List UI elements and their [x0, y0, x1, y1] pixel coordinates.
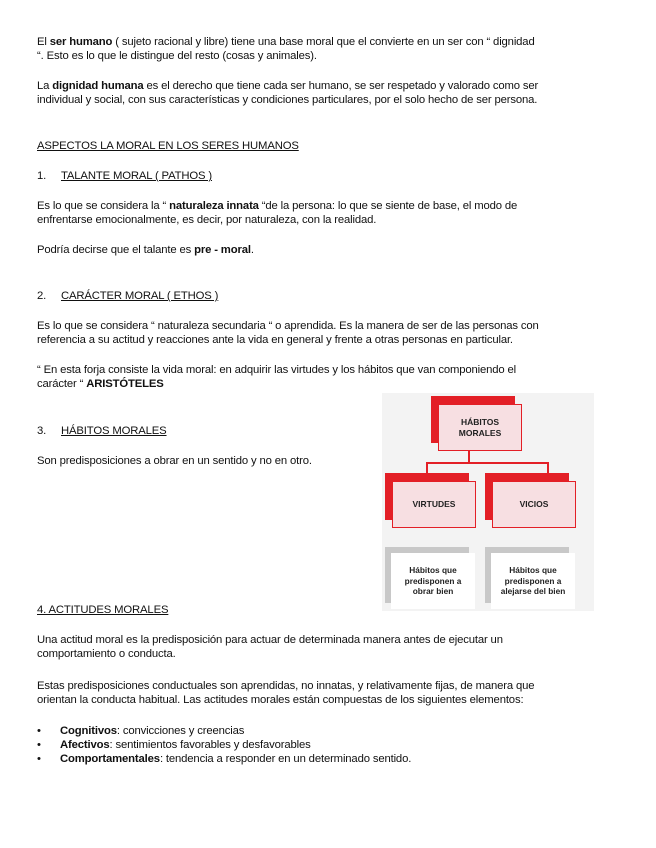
habitos-text: Son predisposiciones a obrar en un sentido y no en otro. — [37, 455, 312, 467]
habits-diagram — [382, 393, 594, 611]
dignity-line-1: La dignidad humana es el derecho que tiene cada ser humano, se ser respetado y valorado como ser — [37, 80, 539, 92]
heading-talante: 1. TALANTE MORAL ( PATHOS ) — [37, 170, 213, 182]
talante-line-1: Es lo que se considera la “ naturaleza innata “de la persona: lo que se siente de base, el modo de — [37, 200, 518, 212]
virtudes-box: VIRTUDES — [392, 481, 476, 528]
caracter-line-1: Es lo que se considera “ naturaleza secundaria “ o aprendida. Es la manera de ser de las personas con — [37, 320, 539, 332]
bullet-mark: • — [37, 725, 41, 737]
dignity-line-2: individual y social, con sus características y condiciones particulares, por el solo hecho de ser persona. — [37, 94, 538, 106]
heading-actitudes: 4. ACTITUDES MORALES — [37, 604, 169, 616]
intro-line-2: “. Esto es lo que le distingue del resto (cosas y animales). — [37, 50, 317, 62]
section-heading: ASPECTOS LA MORAL EN LOS SERES HUMANOS — [37, 140, 299, 152]
left-desc-box: Hábitos que predisponen a obrar bien — [391, 553, 475, 609]
top-box: HÁBITOS MORALES — [438, 404, 522, 451]
caracter-line-2: referencia a su actitud y reacciones ante la vida en general y frente a otras personas en particular. — [37, 334, 513, 346]
actitudes-line-2: comportamiento o conducta. — [37, 648, 176, 660]
heading-caracter: 2. CARÁCTER MORAL ( ETHOS ) — [37, 290, 219, 302]
actitudes-line-4: orientan la conducta habitual. Las actitudes morales están compuestas de los siguientes elementos: — [37, 694, 524, 706]
bullet-afectivos: Afectivos: sentimientos favorables y desfavorables — [60, 739, 311, 751]
quote-line-2: carácter “ ARISTÓTELES — [37, 378, 164, 390]
vicios-box: VICIOS — [492, 481, 576, 528]
actitudes-line-1: Una actitud moral es la predisposición para actuar de determinada manera antes de ejecutar un — [37, 634, 503, 646]
bullet-mark: • — [37, 739, 41, 751]
bullet-mark: • — [37, 753, 41, 765]
talante-line-2: enfrentarse emocionalmente, es decir, por naturaleza, con la realidad. — [37, 214, 377, 226]
right-desc-box: Hábitos que predisponen a alejarse del bien — [491, 553, 575, 609]
heading-habitos: 3. HÁBITOS MORALES — [37, 425, 167, 437]
bullet-comportamentales: Comportamentales: tendencia a responder en un determinado sentido. — [60, 753, 412, 765]
connector-horizontal — [426, 462, 549, 464]
actitudes-line-3: Estas predisposiciones conductuales son aprendidas, no innatas, y relativamente fijas, de manera que — [37, 680, 535, 692]
talante-line-3: Podría decirse que el talante es pre - moral. — [37, 244, 254, 256]
quote-line-1: “ En esta forja consiste la vida moral: en adquirir las virtudes y los hábitos que van componiendo el — [37, 364, 517, 376]
intro-line-1: El ser humano ( sujeto racional y libre) tiene una base moral que el convierte en un ser con “ dignidad — [37, 36, 535, 48]
bullet-cognitivos: Cognitivos: convicciones y creencias — [60, 725, 245, 737]
